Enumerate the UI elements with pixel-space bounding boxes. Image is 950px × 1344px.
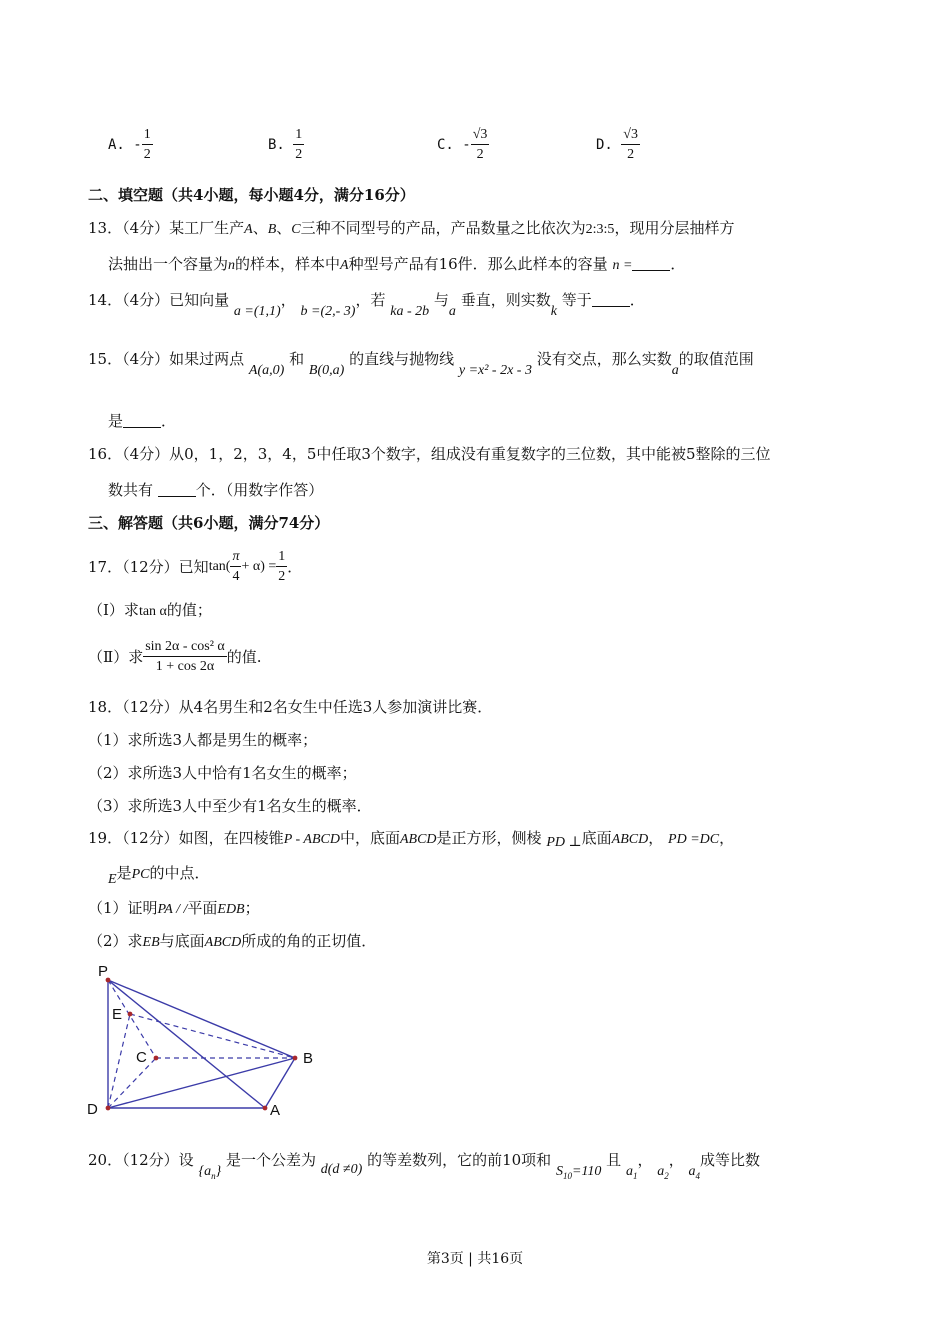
question-18: 18．（12分）从4名男生和2名女生中任选3人参加演讲比赛． [88,698,493,716]
question-18-part-1: （1）求所选3人都是男生的概率； [88,731,318,749]
question-19-line-2: E是PC的中点． [108,864,210,887]
question-17-part-2: （Ⅱ）求 $\frac{\text{sin 2α - cos² α}}{1 + \cos 2\alpha}$ 的值. [88,639,262,674]
label-b: B [303,1050,314,1067]
pyramid-figure [80,962,330,1122]
vertex-b [293,1056,298,1061]
question-20: 20．（12分）设 $\{a_n\}$ 是一个公差为 d(d ≠0) 的等差数列，它的前10项和 $S_{10}=110$ 且 $a_1$， $a_2$， $a_4$成等比数 [88,1151,761,1181]
fraction: $\frac{√3}{2}$ [623,127,638,162]
answer-blank [158,484,196,497]
vertex-c [154,1056,159,1061]
option-c: C. - $\frac{√3}{2}$ [437,127,488,162]
label-p: P [98,963,109,980]
question-19-part-1: （1）证明PA / /平面EDB； [88,899,260,917]
question-19-part-2: （2）求EB与底面ABCD所成的角的正切值． [88,932,377,950]
question-14: 14．（4分）已知向量 a =(1,1)， b =(2,- 3)，若 ka - 2b 与a 垂直，则实数k 等于 ． [88,291,645,319]
label-d: D [87,1101,98,1118]
fraction: $\frac{1}{2}$ [143,127,151,162]
label-a: A [270,1102,281,1119]
section-title: 三、解答题（共6小题，满分74分） [88,514,330,532]
edge-dc [108,1058,156,1108]
question-18-part-2: （2）求所选3人中恰有1名女生的概率； [88,764,357,782]
edge-de [108,1014,130,1108]
question-15-line-2: 是 ． [108,412,177,430]
option-d: D. $\frac{√3}{2}$ [596,127,638,162]
option-a: A. - $\frac{1}{2}$ [108,127,151,162]
section-title: 二、填空题（共4小题，每小题4分，满分16分） [88,186,415,204]
vertex-e [128,1012,133,1017]
question-19: 19．（12分）如图，在四棱锥P - ABCD中，底面ABCD是正方形，侧棱 PD ⊥底面ABCD， PD =DC， [88,829,735,850]
answer-blank [123,415,161,428]
question-17: 17．（12分）已知 tan( $\frac{\pi}{4}$ + α) = $\frac{1}{2}$ ． [88,549,303,584]
label-e: E [112,1006,123,1023]
vertex-d [106,1106,111,1111]
vertex-a [263,1106,268,1111]
question-16-line-2: 数共有 个．（用数字作答） [108,481,324,499]
question-15: 15．（4分）如果过两点 A(a,0) 和 B(0,a) 的直线与抛物线 y =x² - 2x - 3 没有交点，那么实数a的取值范围 [88,350,754,378]
fraction: $\frac{\pi}{4}$ [232,549,240,584]
fraction: $\frac{√3}{2}$ [472,127,488,162]
question-18-part-3: （3）求所选3人中至少有1名女生的概率． [88,797,372,815]
question-17-part-1: （Ⅰ）求tan α的值； [88,601,212,619]
question-16: 16．（4分）从0，1，2，3，4，5中任取3个数字，组成没有重复数字的三位数，其中能被5整除的三位 [88,445,771,463]
fraction: $\frac{1}{2}$ [278,549,286,584]
edge-pb [108,980,295,1058]
label-c: C [136,1049,147,1066]
question-13: 13．（4分）某工厂生产A、B、C三种不同型号的产品，产品数量之比依次为2:3:5，现用分层抽样方 [88,219,735,237]
answer-blank [632,258,670,271]
fraction: $\frac{\text{sin 2α - cos² α}}{1 + \cos 2\alpha}$ [145,639,225,674]
question-13-line-2: 法抽出一个容量为n的样本，样本中A种型号产品有16件．那么此样本的容量 n = ． [108,255,686,273]
option-b: B. $\frac{1}{2}$ [268,127,303,162]
answer-blank [592,294,630,307]
edge-eb [130,1014,295,1058]
edge-pa [108,980,265,1108]
page-footer: 第3页 | 共16页 [426,1251,524,1267]
fraction: $\frac{1}{2}$ [295,127,303,162]
